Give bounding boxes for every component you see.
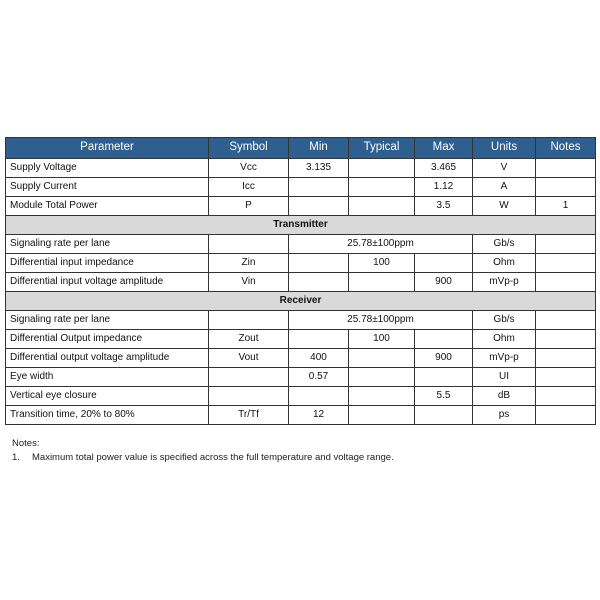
value-span-cell: 25.78±100ppm bbox=[289, 235, 473, 254]
min-cell bbox=[289, 178, 349, 197]
table-row bbox=[6, 349, 596, 368]
parameter-cell: Supply Voltage bbox=[6, 159, 209, 178]
parameter-cell: Differential Output impedance bbox=[6, 330, 209, 349]
specification-table bbox=[5, 137, 596, 425]
parameter-cell: Supply Current bbox=[6, 178, 209, 197]
table-row bbox=[6, 197, 596, 216]
notes-cell bbox=[536, 330, 596, 349]
typical-cell bbox=[349, 368, 415, 387]
parameter-cell: Module Total Power bbox=[6, 197, 209, 216]
notes-block bbox=[12, 438, 394, 466]
symbol-cell: Vin bbox=[209, 273, 289, 292]
table-row bbox=[6, 311, 596, 330]
symbol-cell bbox=[209, 368, 289, 387]
max-cell bbox=[415, 406, 473, 425]
max-cell: 900 bbox=[415, 349, 473, 368]
max-cell: 1.12 bbox=[415, 178, 473, 197]
parameter-cell: Signaling rate per lane bbox=[6, 235, 209, 254]
max-cell bbox=[415, 254, 473, 273]
table-body bbox=[6, 159, 596, 425]
note-number: 1. bbox=[12, 452, 20, 463]
table-row bbox=[6, 387, 596, 406]
table-row bbox=[6, 406, 596, 425]
section-header-row bbox=[6, 216, 596, 235]
notes-cell bbox=[536, 254, 596, 273]
parameter-cell: Signaling rate per lane bbox=[6, 311, 209, 330]
min-cell bbox=[289, 330, 349, 349]
header-parameter: Parameter bbox=[6, 138, 209, 159]
symbol-cell: Zin bbox=[209, 254, 289, 273]
notes-cell bbox=[536, 368, 596, 387]
header-max: Max bbox=[415, 138, 473, 159]
notes-cell bbox=[536, 159, 596, 178]
note-text: Maximum total power value is specified across the full temperature and voltage range. bbox=[32, 452, 394, 463]
units-cell: W bbox=[473, 197, 536, 216]
typical-cell bbox=[349, 159, 415, 178]
max-cell bbox=[415, 368, 473, 387]
header-symbol: Symbol bbox=[209, 138, 289, 159]
parameter-cell: Transition time, 20% to 80% bbox=[6, 406, 209, 425]
section-title: Receiver bbox=[6, 292, 596, 311]
typical-cell bbox=[349, 273, 415, 292]
min-cell: 0.57 bbox=[289, 368, 349, 387]
symbol-cell bbox=[209, 387, 289, 406]
units-cell: UI bbox=[473, 368, 536, 387]
symbol-cell: P bbox=[209, 197, 289, 216]
note-item bbox=[12, 452, 394, 463]
table-row bbox=[6, 235, 596, 254]
max-cell: 3.465 bbox=[415, 159, 473, 178]
notes-cell bbox=[536, 311, 596, 330]
table-row bbox=[6, 254, 596, 273]
table-row bbox=[6, 368, 596, 387]
symbol-cell: Tr/Tf bbox=[209, 406, 289, 425]
min-cell bbox=[289, 254, 349, 273]
parameter-cell: Differential input impedance bbox=[6, 254, 209, 273]
notes-cell bbox=[536, 349, 596, 368]
notes-cell: 1 bbox=[536, 197, 596, 216]
notes-title: Notes: bbox=[12, 438, 40, 449]
units-cell: mVp-p bbox=[473, 273, 536, 292]
typical-cell bbox=[349, 349, 415, 368]
typical-cell bbox=[349, 406, 415, 425]
min-cell bbox=[289, 273, 349, 292]
table-row bbox=[6, 273, 596, 292]
units-cell: ps bbox=[473, 406, 536, 425]
symbol-cell: Vout bbox=[209, 349, 289, 368]
symbol-cell bbox=[209, 311, 289, 330]
header-min: Min bbox=[289, 138, 349, 159]
typical-cell: 100 bbox=[349, 254, 415, 273]
notes-cell bbox=[536, 406, 596, 425]
parameter-cell: Vertical eye closure bbox=[6, 387, 209, 406]
max-cell: 5.5 bbox=[415, 387, 473, 406]
units-cell: Ohm bbox=[473, 254, 536, 273]
units-cell: Gb/s bbox=[473, 235, 536, 254]
parameter-cell: Differential input voltage amplitude bbox=[6, 273, 209, 292]
typical-cell bbox=[349, 387, 415, 406]
parameter-cell: Differential output voltage amplitude bbox=[6, 349, 209, 368]
typical-cell bbox=[349, 178, 415, 197]
units-cell: Ohm bbox=[473, 330, 536, 349]
units-cell: dB bbox=[473, 387, 536, 406]
table-row bbox=[6, 178, 596, 197]
notes-cell bbox=[536, 387, 596, 406]
symbol-cell: Icc bbox=[209, 178, 289, 197]
units-cell: Gb/s bbox=[473, 311, 536, 330]
max-cell: 3.5 bbox=[415, 197, 473, 216]
min-cell: 12 bbox=[289, 406, 349, 425]
value-span-cell: 25.78±100ppm bbox=[289, 311, 473, 330]
min-cell: 400 bbox=[289, 349, 349, 368]
parameter-cell: Eye width bbox=[6, 368, 209, 387]
units-cell: A bbox=[473, 178, 536, 197]
min-cell: 3.135 bbox=[289, 159, 349, 178]
notes-cell bbox=[536, 178, 596, 197]
section-header-row bbox=[6, 292, 596, 311]
typical-cell bbox=[349, 197, 415, 216]
table-header-row bbox=[6, 138, 596, 159]
header-notes: Notes bbox=[536, 138, 596, 159]
table-row bbox=[6, 159, 596, 178]
section-title: Transmitter bbox=[6, 216, 596, 235]
units-cell: mVp-p bbox=[473, 349, 536, 368]
symbol-cell bbox=[209, 235, 289, 254]
header-typical: Typical bbox=[349, 138, 415, 159]
symbol-cell: Zout bbox=[209, 330, 289, 349]
min-cell bbox=[289, 197, 349, 216]
max-cell: 900 bbox=[415, 273, 473, 292]
max-cell bbox=[415, 330, 473, 349]
table-row bbox=[6, 330, 596, 349]
symbol-cell: Vcc bbox=[209, 159, 289, 178]
notes-cell bbox=[536, 235, 596, 254]
units-cell: V bbox=[473, 159, 536, 178]
min-cell bbox=[289, 387, 349, 406]
header-units: Units bbox=[473, 138, 536, 159]
notes-cell bbox=[536, 273, 596, 292]
typical-cell: 100 bbox=[349, 330, 415, 349]
